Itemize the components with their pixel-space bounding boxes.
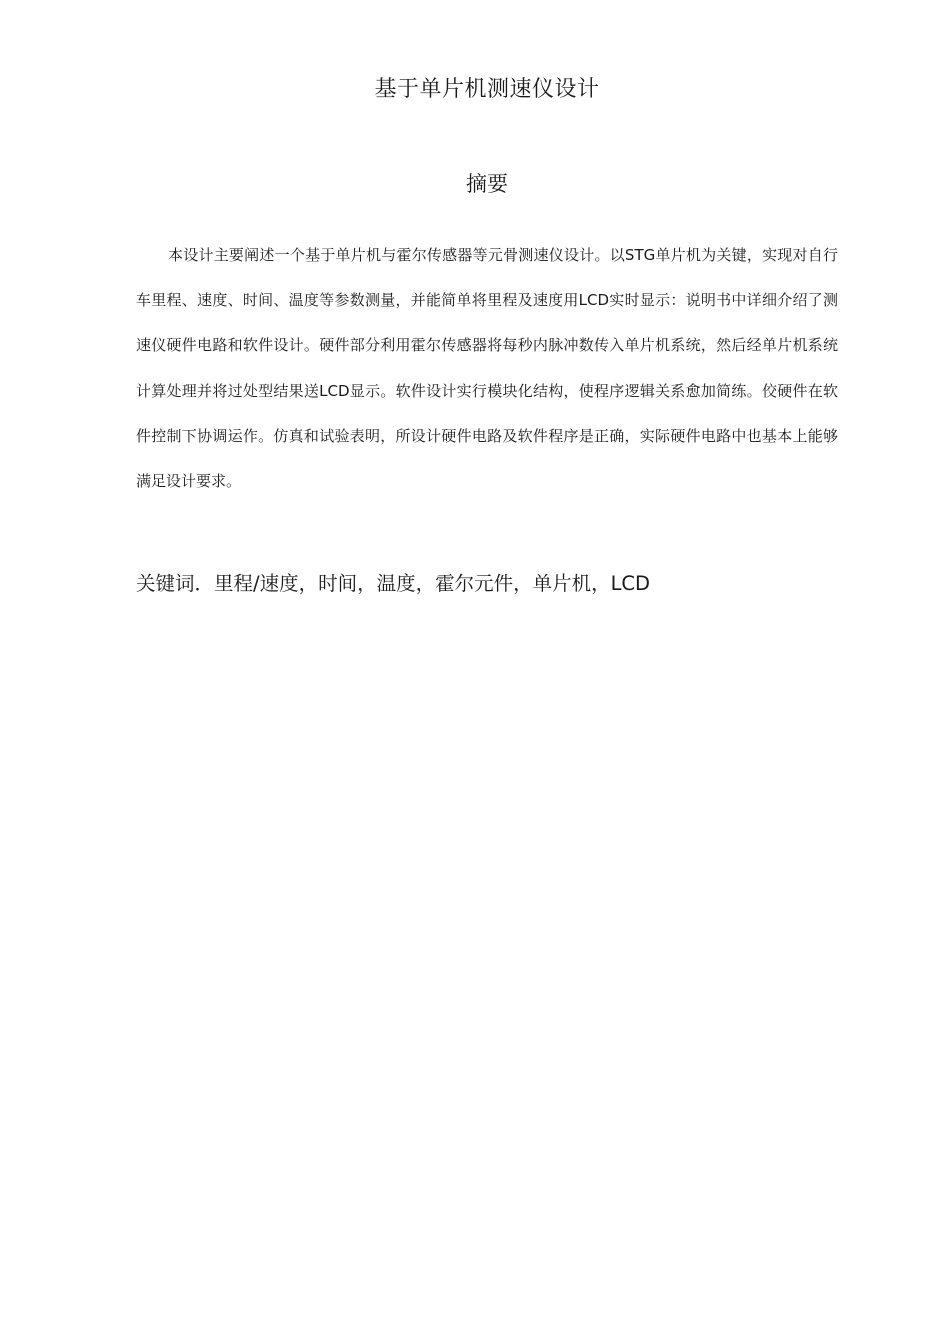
- abstract-heading: 摘要: [466, 172, 508, 196]
- keywords-line: 关键词．里程/速度，时间，温度，霍尔元件，单片机，LCD: [136, 572, 651, 595]
- abstract-paragraph: 本设计主要阐述一个基于单片机与霍尔传感器等元骨测速仪设计。以STG单片机为关键，实现对自行车里程、速度、时间、温度等参数测量，并能简单将里程及速度用LCD实时显示：说明书中详细介绍了测速仪硬件电路和软件设计。硬件部分利用霍尔传感器将每秒内脉冲数传入单片机系统，然后经单片机系统计算处理并将过处型结果送LCD显示。软件设计实行模块化结构，使程序逻辑关系愈加简练。佼硬件在软件控制下协调运作。仿真和试验表明，所设计硬件电路及软件程序是正确，实际硬件电路中也基本上能够满足设计要求。: [136, 246, 838, 491]
- document-title: 基于单片机测速仪设计: [374, 77, 600, 102]
